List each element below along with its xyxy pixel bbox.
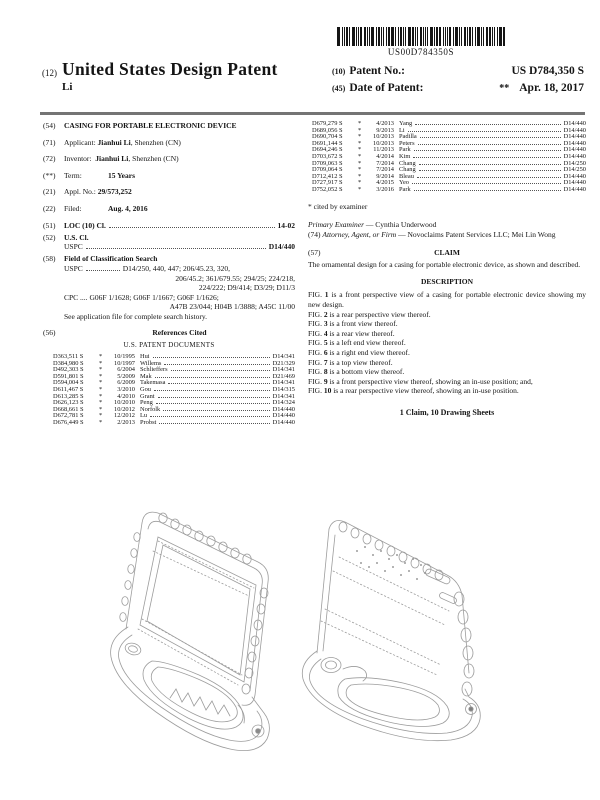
ref-date: 7/2014 xyxy=(376,159,394,167)
ref-doc-number: D611,467 S xyxy=(53,386,84,394)
ref-class: D14/250 xyxy=(563,166,586,174)
date-label: Date of Patent: xyxy=(349,81,424,94)
inventor-name: Jianhui Li xyxy=(95,154,129,164)
ref-doc-number: D709,063 S xyxy=(312,159,343,167)
ref-doc-number: D672,781 S xyxy=(53,412,84,420)
ref-class: D14/341 xyxy=(272,366,295,374)
field-58-classification-search: (58) Field of Classification Search USPC D14/250, 440, 447; 206/45.23, 320, 206/45.2; 361/679.55; 294/25; 224/218, 224/222; D9/414; D3/29; D11/3 CPC .... G06F 1/1628; G06F 1/1667; G06F 1/1626; A47B 23/044; H04B 1/3888; A45C 11/00 See application file for complete search history. xyxy=(43,254,295,321)
ref-doc-number: D694,246 S xyxy=(312,146,343,154)
ref-class: D21/469 xyxy=(272,372,295,380)
casing-front-perspective-drawing xyxy=(106,499,296,771)
table-row: D591,801 S * 5/2009 Mak D21/469 xyxy=(53,372,295,380)
field-54-title: (54) CASING FOR PORTABLE ELECTRONIC DEVICE xyxy=(43,121,295,131)
patent-no-value: US D784,350 S xyxy=(511,65,584,77)
ref-date: 11/2013 xyxy=(373,146,394,154)
attorney-line: (74) Attorney, Agent, or Firm — Novoclaims Patent Services LLC; Mei Lin Wong xyxy=(308,229,556,239)
ref-name: Bleau xyxy=(399,172,414,180)
ref-class: D14/440 xyxy=(563,146,586,154)
ref-class: D14/341 xyxy=(272,392,295,400)
loc-class-value: 14-02 xyxy=(277,220,295,230)
ref-doc-number: D690,704 S xyxy=(312,133,343,141)
table-row: D690,704 S * 10/2013 Padilla D14/440 xyxy=(312,133,586,141)
table-row: D679,279 S * 4/2013 Yang D14/440 xyxy=(312,120,586,127)
ref-doc-number: D676,449 S xyxy=(53,418,84,426)
ref-date: 12/2012 xyxy=(114,412,135,420)
date-value: Apr. 18, 2017 xyxy=(519,81,584,94)
ref-class: D14/315 xyxy=(272,386,295,394)
term-value: 15 Years xyxy=(108,170,136,180)
left-column xyxy=(43,121,295,427)
ref-doc-number: D591,801 S xyxy=(53,372,84,380)
ref-name: Probst xyxy=(140,418,157,426)
ref-date: 9/2013 xyxy=(376,126,394,134)
claim-text: The ornamental design for a casing for portable electronic device, as shown and described. xyxy=(308,260,581,270)
table-row: D363,511 S * 10/1995 Hui D14/341 xyxy=(53,353,295,361)
figure-description-line: FIG. 7 is a top view thereof. xyxy=(308,357,393,367)
table-row: D694,246 S * 11/2013 Park D14/440 xyxy=(312,146,586,154)
ref-date: 3/2010 xyxy=(117,386,135,394)
ref-name: Schlieffers xyxy=(140,366,168,374)
filed-date: Aug. 4, 2016 xyxy=(108,203,148,213)
field-56-references: (56) References Cited xyxy=(43,328,295,338)
ref-doc-number: D363,511 S xyxy=(53,353,84,361)
ref-class: D14/440 xyxy=(563,172,586,180)
ref-date: 9/2014 xyxy=(376,172,394,180)
table-row: D492,303 S * 6/2004 Schlieffers D14/341 xyxy=(53,366,295,374)
ref-name: Park xyxy=(399,185,411,193)
barcode-block xyxy=(287,27,555,57)
ref-class: D14/440 xyxy=(272,412,295,420)
ref-date: 2/2013 xyxy=(117,418,135,426)
ref-doc-number: D613,285 S xyxy=(53,392,84,400)
ref-doc-number: D727,917 S xyxy=(312,179,343,187)
primary-examiner-line: Primary Examiner — Cynthia Underwood xyxy=(308,220,437,230)
ref-name: Li xyxy=(399,126,405,134)
references-cited-heading: References Cited xyxy=(152,327,207,337)
figure-description-line: FIG. 3 is a front view thereof. xyxy=(308,319,398,329)
ref-doc-number: D492,303 S xyxy=(53,366,84,374)
table-row: D672,781 S * 12/2012 Lu D14/440 xyxy=(53,412,295,420)
table-row: D384,980 S * 10/1997 Willems D21/329 xyxy=(53,359,295,367)
document-header xyxy=(42,60,584,96)
patent-date-row xyxy=(332,80,584,97)
ref-date: 10/2012 xyxy=(114,405,135,413)
claims-sheets-summary: 1 Claim, 10 Drawing Sheets xyxy=(399,407,495,417)
ref-date: 6/2009 xyxy=(117,379,135,387)
table-row: D752,052 S * 3/2016 Park D14/440 xyxy=(312,185,586,193)
table-row: D676,449 S * 2/2013 Probst D14/440 xyxy=(53,418,295,426)
ref-class: D14/250 xyxy=(563,159,586,167)
table-row: D668,661 S * 10/2012 Norfolk D14/440 xyxy=(53,405,295,413)
figure-description-line: FIG. 5 is a left end view thereof. xyxy=(308,338,406,348)
ref-doc-number: D384,980 S xyxy=(53,359,84,367)
ref-date: 10/1995 xyxy=(114,353,135,361)
ref-doc-number: D594,004 S xyxy=(53,379,84,387)
figure-description-line: FIG. 9 is a front perspective view thereof, showing an in-use position; and, xyxy=(308,376,533,386)
page-title: United States Design Patent xyxy=(62,59,278,79)
ref-class: D14/440 xyxy=(563,139,586,147)
invention-title: CASING FOR PORTABLE ELECTRONIC DEVICE xyxy=(64,121,237,130)
patent-no-label: Patent No.: xyxy=(349,65,405,77)
body-columns xyxy=(43,121,586,427)
ref-date: 10/2013 xyxy=(373,139,394,147)
inventor-short-name: Li xyxy=(62,81,73,93)
field-51-loc: (51) LOC (10) Cl. 14-02 xyxy=(43,220,295,230)
figure-description-line: FIG. 10 is a rear perspective view thereof, showing an in-use position. xyxy=(308,386,519,396)
ref-class: D14/324 xyxy=(272,399,295,407)
drawing-front-perspective xyxy=(106,499,296,771)
ref-date: 10/1997 xyxy=(114,359,135,367)
ref-name: Kim xyxy=(399,152,411,160)
header-right xyxy=(332,63,584,96)
ref-name: Peng xyxy=(140,399,153,407)
ref-date: 10/2010 xyxy=(114,399,135,407)
right-column xyxy=(308,121,586,427)
ref-date: 10/2013 xyxy=(373,133,394,141)
description-heading: DESCRIPTION xyxy=(420,276,474,286)
ref-date: 6/2004 xyxy=(117,366,135,374)
cpc-continuation: A47B 23/044; H04B 1/3888; A45C 11/00 xyxy=(169,302,295,312)
ref-class: D14/440 xyxy=(563,120,586,127)
table-row: D727,917 S * 4/2015 Yeo D14/440 xyxy=(312,179,586,187)
figure-descriptions xyxy=(308,290,586,396)
ref-class: D14/440 xyxy=(563,152,586,160)
uspc-value: D14/440 xyxy=(268,242,295,252)
field-72-inventor: (72) Inventor: Jianhui Li, Shenzhen (CN) xyxy=(43,154,179,164)
attorney-name: Novoclaims Patent Services LLC; Mei Lin Wong xyxy=(407,229,556,239)
claim-heading: CLAIM xyxy=(434,247,460,257)
table-row: D712,412 S * 9/2014 Bleau D14/440 xyxy=(312,172,586,180)
ref-name: Grant xyxy=(140,392,155,400)
ref-name: Chang xyxy=(399,166,416,174)
ref-class: D14/440 xyxy=(563,126,586,134)
ref-class: D14/341 xyxy=(272,379,295,387)
drawing-rear-perspective xyxy=(299,513,494,763)
term-stars: ** xyxy=(499,82,510,94)
patent-references-table-left xyxy=(53,354,295,427)
field-71-applicant: (71) Applicant: Jianhui Li, Shenzhen (CN) xyxy=(43,137,181,147)
ref-doc-number: D752,052 S xyxy=(312,185,343,193)
barcode-text: US00D784350S xyxy=(387,47,455,57)
ref-name: Yeo xyxy=(399,179,410,187)
ref-doc-number: D679,279 S xyxy=(312,120,343,127)
ref-date: 4/2010 xyxy=(117,392,135,400)
ref-class: D14/440 xyxy=(563,185,586,193)
ref-class: D14/440 xyxy=(272,418,295,426)
table-row: D703,672 S * 4/2014 Kim D14/440 xyxy=(312,152,586,160)
ref-name: Padilla xyxy=(399,133,417,141)
figure-description-line: FIG. 6 is a right end view thereof. xyxy=(308,347,410,357)
table-row: D611,467 S * 3/2010 Gou D14/315 xyxy=(53,386,295,394)
application-number: 29/573,252 xyxy=(97,187,132,197)
kind-code: (12) xyxy=(42,68,57,78)
applicant-name: Jianhui Li xyxy=(97,137,131,147)
barcode xyxy=(287,27,555,46)
ref-doc-number: D668,661 S xyxy=(53,405,84,413)
ref-date: 3/2016 xyxy=(376,185,394,193)
ref-doc-number: D712,412 S xyxy=(312,172,343,180)
ref-name: Willems xyxy=(140,359,162,367)
cited-by-examiner-note: * cited by examiner xyxy=(308,201,368,211)
ref-class: D14/440 xyxy=(563,179,586,187)
header-left xyxy=(42,60,278,96)
field-22-filed: (22) Filed: Aug. 4, 2016 xyxy=(43,203,148,213)
ref-name: Mak xyxy=(140,372,152,380)
field-term: (**) Term: 15 Years xyxy=(43,170,136,180)
casing-rear-perspective-drawing xyxy=(299,513,494,763)
figure-description-line: FIG. 4 is a rear view thereof. xyxy=(308,328,395,338)
date-code: (45) xyxy=(332,83,346,93)
ref-name: Takemasa xyxy=(140,379,166,387)
table-row: D691,144 S * 10/2013 Peters D14/440 xyxy=(312,139,586,147)
ref-class: D14/440 xyxy=(563,133,586,141)
ref-name: Peters xyxy=(399,139,415,147)
ref-date: 4/2014 xyxy=(376,152,394,160)
ref-doc-number: D689,056 S xyxy=(312,126,343,134)
patent-no-code: (10) xyxy=(332,67,346,76)
examiner-name: Cynthia Underwood xyxy=(375,220,437,230)
patent-number-row xyxy=(332,63,584,80)
table-row: D594,004 S * 6/2009 Takemasa D14/341 xyxy=(53,379,295,387)
table-row: D709,064 S * 7/2014 Chang D14/250 xyxy=(312,166,586,174)
ref-doc-number: D626,123 S xyxy=(53,399,84,407)
ref-class: D14/440 xyxy=(272,405,295,413)
ref-name: Park xyxy=(399,146,411,154)
uspc-continuation: 206/45.2; 361/679.55; 294/25; 224/218, 224/222; D9/414; D3/29; D11/3 xyxy=(175,273,295,293)
search-history-note: See application file for complete search history. xyxy=(64,311,208,321)
table-row: D709,063 S * 7/2014 Chang D14/250 xyxy=(312,159,586,167)
figure-description-line: FIG. 2 is a rear perspective view thereof. xyxy=(308,309,431,319)
ref-date: 4/2013 xyxy=(376,120,394,127)
claim-heading-row: (57) CLAIM xyxy=(308,248,586,258)
ref-doc-number: D709,064 S xyxy=(312,166,343,174)
figure-description-line: FIG. 1 is a front perspective view of a casing for portable electronic device showing my new design. xyxy=(308,290,586,309)
ref-name: Hui xyxy=(140,353,150,361)
table-row: D689,056 S * 9/2013 Li D14/440 xyxy=(312,126,586,134)
us-patent-documents-heading: U.S. PATENT DOCUMENTS xyxy=(123,341,215,350)
header-divider xyxy=(40,112,585,115)
ref-name: Gou xyxy=(140,386,152,394)
ref-class: D14/341 xyxy=(272,353,295,361)
figure-description-line: FIG. 8 is a bottom view thereof. xyxy=(308,367,405,377)
ref-date: 7/2014 xyxy=(376,166,394,174)
table-row: D613,285 S * 4/2010 Grant D14/341 xyxy=(53,392,295,400)
ref-name: Norfolk xyxy=(140,405,161,413)
patent-references-table-right xyxy=(312,121,586,194)
ref-name: Yang xyxy=(399,120,413,127)
ref-doc-number: D703,672 S xyxy=(312,152,343,160)
field-52-us-cl: (52) U.S. Cl. USPC D14/440 xyxy=(43,232,295,252)
ref-name: Chang xyxy=(399,159,416,167)
ref-date: 5/2009 xyxy=(117,372,135,380)
ref-name: Lu xyxy=(140,412,148,420)
ref-class: D21/329 xyxy=(272,359,295,367)
field-21-appl-no: (21) Appl. No.: 29/573,252 xyxy=(43,187,132,197)
ref-date: 4/2015 xyxy=(376,179,394,187)
table-row: D626,123 S * 10/2010 Peng D14/324 xyxy=(53,399,295,407)
ref-doc-number: D691,144 S xyxy=(312,139,343,147)
